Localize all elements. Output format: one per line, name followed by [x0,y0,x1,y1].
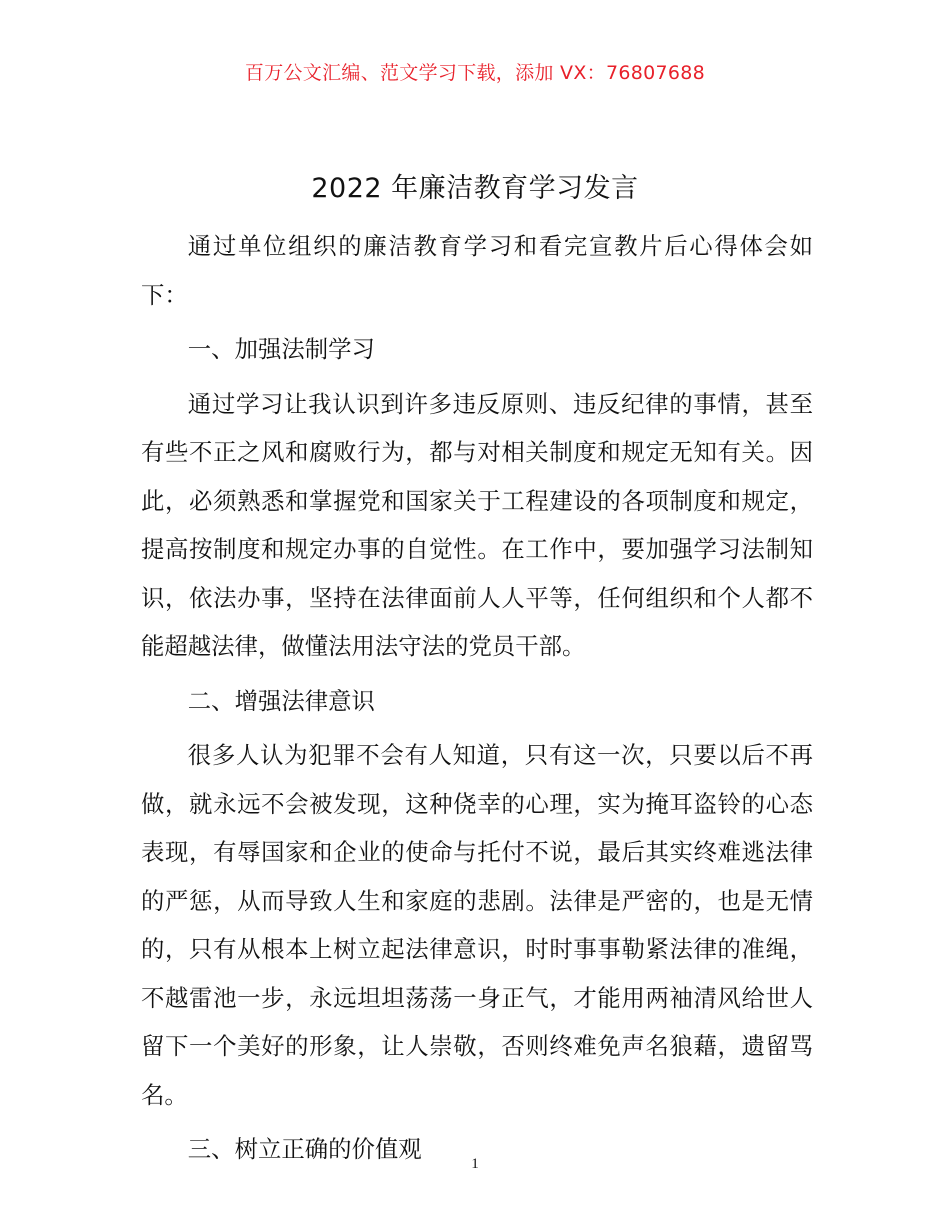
section-paragraph-1: 通过学习让我认识到许多违反原则、违反纪律的事情，甚至有些不正之风和腐败行为，都与对相关制度和规定无知有关。因此，必须熟悉和掌握党和国家关于工程建设的各项制度和规定，提高按制度和规定办事的自觉性。在工作中，要加强学习法制知识，依法办事，坚持在法律面前人人平等，任何组织和个人都不能超越法律，做懂法用法守法的党员干部。 [141,389,813,660]
header-banner-text: 百万公文汇编、范文学习下载，添加 VX：76807688 [244,62,706,84]
section-paragraph-2: 很多人认为犯罪不会有人知道，只有这一次，只要以后不再做，就永远不会被发现，这种侥幸的心理，实为掩耳盗铃的心态表现，有辱国家和企业的使命与托付不说，最后其实终难逃法律的严惩，从而导致人生和家庭的悲剧。法律是严密的，也是无情的，只有从根本上树立起法律意识，时时事事勒紧法律的准绳，不越雷池一步，永远坦坦荡荡一身正气，才能用两袖清风给世人留下一个美好的形象，让人崇敬，否则终难免声名狼藉，遗留骂名。 [141,741,813,1109]
header-banner [0,58,950,85]
document-body [141,222,813,1180]
intro-paragraph: 通过单位组织的廉洁教育学习和看完宣教片后心得体会如下： [141,232,813,309]
section-heading-1: 一、加强法制学习 [187,335,375,363]
document-title: 2022 年廉洁教育学习发言 [311,173,639,204]
section-heading-3: 三、树立正确的价值观 [187,1135,422,1163]
page-number: 1 [471,1156,479,1172]
section-heading-2: 二、增强法律意识 [187,686,375,715]
